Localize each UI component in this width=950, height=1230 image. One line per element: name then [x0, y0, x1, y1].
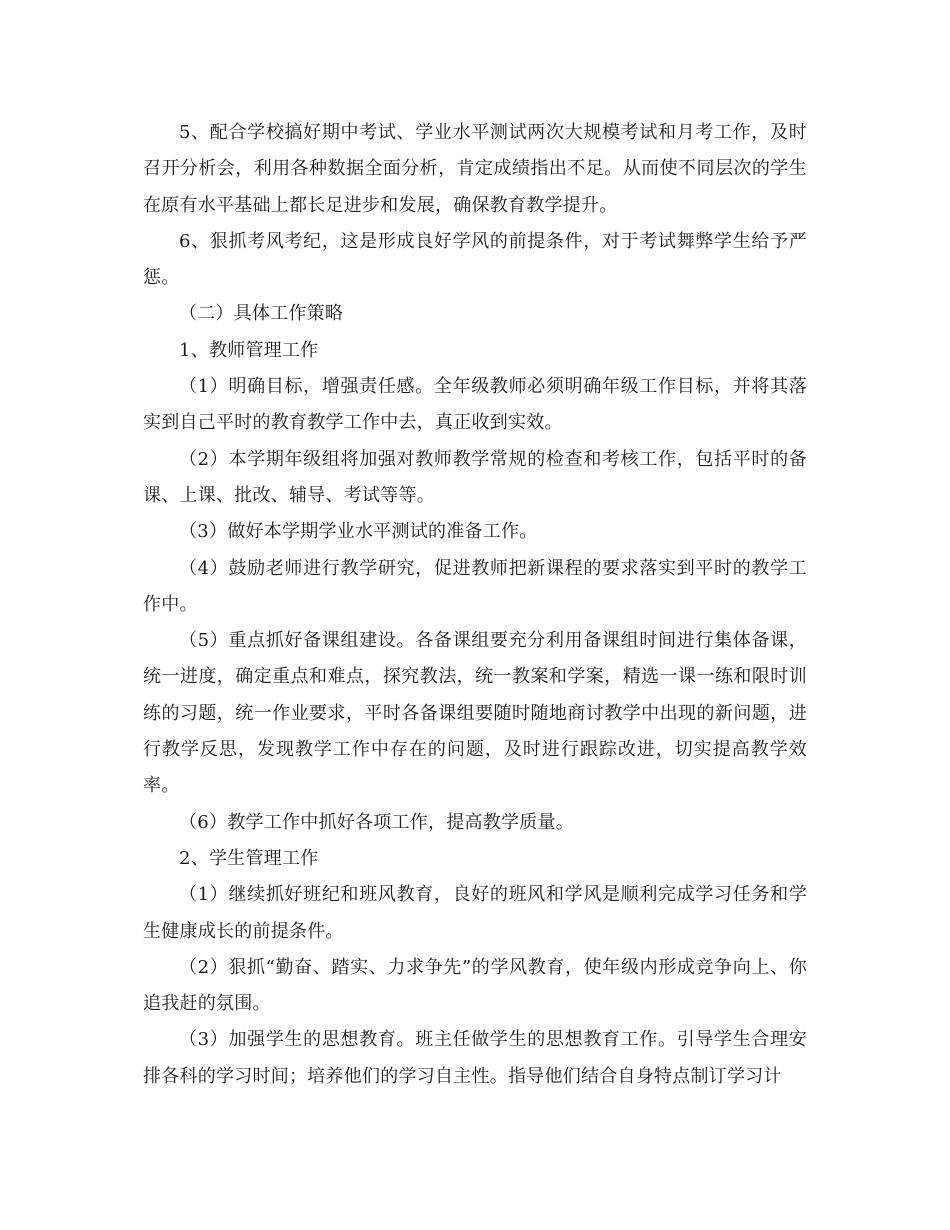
- paragraph-exam-coordination: 5、配合学校搞好期中考试、学业水平测试两次大规模考试和月考工作，及时召开分析会，利用各种数据全面分析，肯定成绩指出不足。从而使不同层次的学生在原有水平基础上都长足进步和发展，确保教育教学提升。: [143, 122, 807, 216]
- section-heading-strategy: （二）具体工作策略: [179, 303, 344, 325]
- subheading-student-management: 2、学生管理工作: [179, 847, 319, 869]
- subheading-teacher-management: 1、教师管理工作: [179, 339, 319, 361]
- paragraph-teacher-item-2: （2）本学期年级组将加强对教师教学常规的检查和考核工作，包括平时的备课、上课、批改、辅导、考试等等。: [143, 448, 807, 506]
- paragraph-exam-discipline: 6、狠抓考风考纪，这是形成良好学风的前提条件，对于考试舞弊学生给予严惩。: [143, 230, 807, 289]
- paragraph-teacher-item-6: （6）教学工作中抓好各项工作，提高教学质量。: [179, 811, 574, 833]
- paragraph-student-item-1: （1）继续抓好班纪和班风教育，良好的班风和学风是顺利完成学习任务和学生健康成长的前提条件。: [143, 884, 807, 942]
- paragraph-teacher-item-1: （1）明确目标，增强责任感。全年级教师必须明确年级工作目标，并将其落实到自己平时的教育教学工作中去，真正收到实效。: [143, 376, 807, 434]
- document-body: [143, 115, 807, 1095]
- paragraph-student-item-3: （3）加强学生的思想教育。班主任做学生的思想教育工作。引导学生合理安排各科的学习时间；培养他们的学习自主性。指导他们结合自身特点制订学习计: [143, 1029, 807, 1087]
- paragraph-teacher-item-3: （3）做好本学期学业水平测试的准备工作。: [179, 521, 538, 543]
- paragraph-teacher-item-4: （4）鼓励老师进行教学研究，促进教师把新课程的要求落实到平时的教学工作中。: [143, 557, 807, 615]
- paragraph-student-item-2: （2）狠抓“勤奋、踏实、力求争先”的学风教育，使年级内形成竞争向上、你追我赶的氛围。: [143, 956, 807, 1015]
- paragraph-teacher-item-5: （5）重点抓好备课组建设。各备课组要充分利用备课组时间进行集体备课，统一进度，确定重点和难点，探究教法，统一教案和学案，精选一课一练和限时训练的习题，统一作业要求，平时各备课组要随时随地商讨教学中出现的新问题，进行教学反思，发现教学工作中存在的问题，及时进行跟踪改进，切实提高教学效率。: [143, 630, 807, 797]
